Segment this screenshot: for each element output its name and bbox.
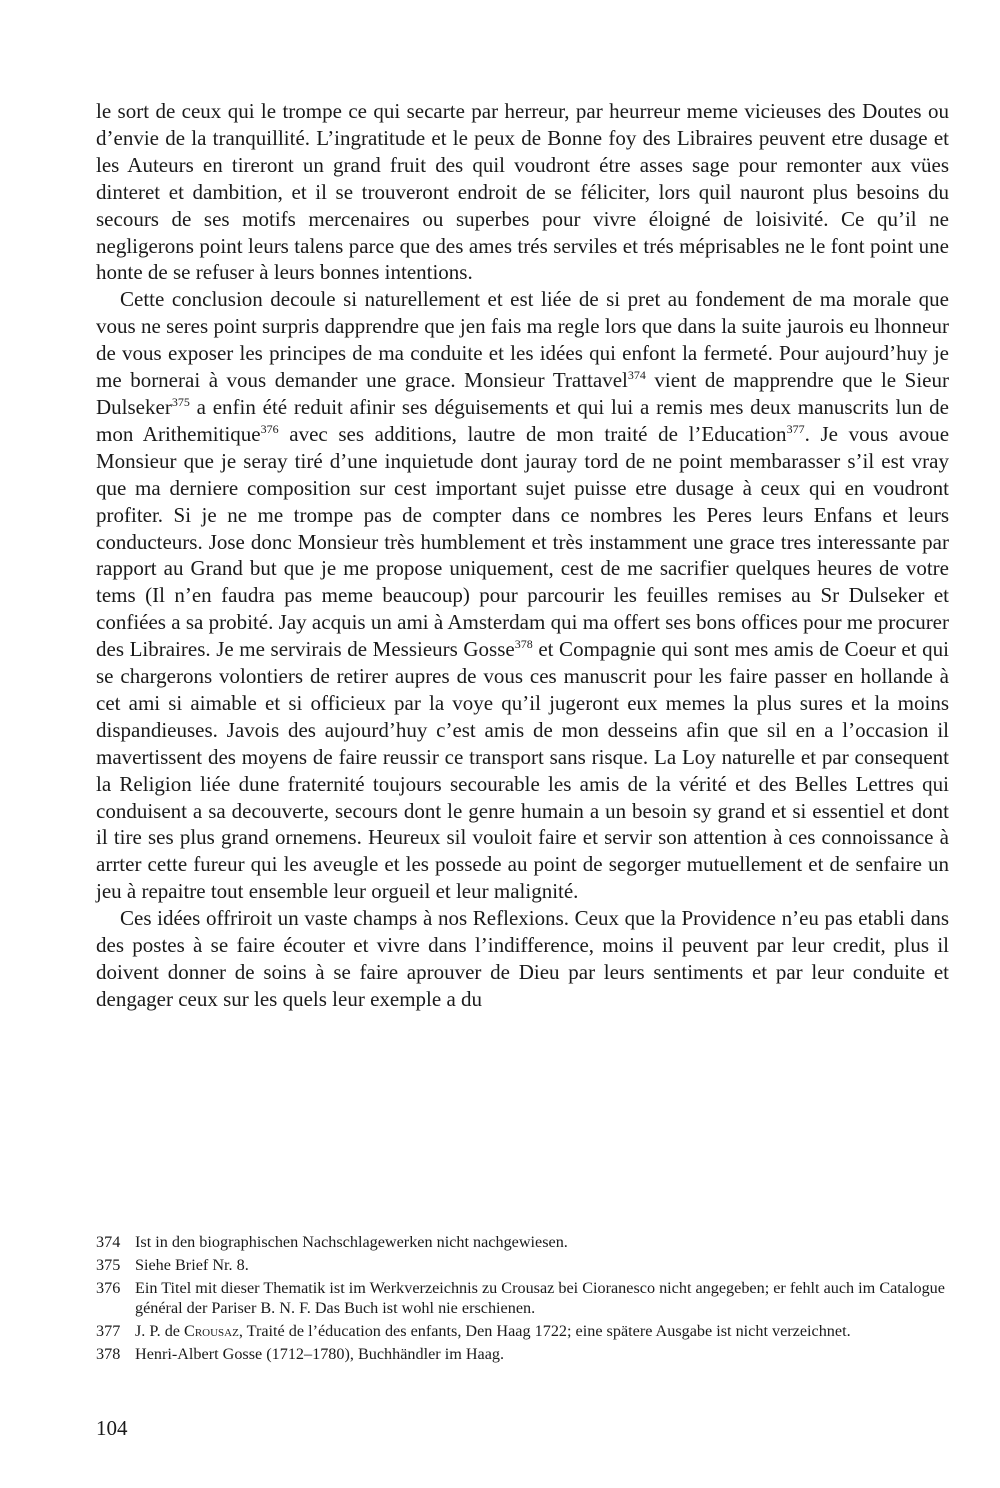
footnote-reference: 374 [627, 368, 646, 383]
text-run: Henri-Albert Gosse (1712–1780), Buchhändler im Haag. [135, 1345, 505, 1363]
text-run: Ist in den biographischen Nachschlagewerken nicht nachgewiesen. [135, 1233, 568, 1251]
footnote-number: 376 [96, 1279, 121, 1297]
footnote [96, 1255, 949, 1275]
text-run: Ein Titel mit dieser Thematik ist im Werkverzeichnis zu Crousaz bei Cioranesco nicht angegeben; er fehlt auch im Catalogue général der Pariser B. N. F. Das Buch ist wohl nie erschienen. [135, 1279, 945, 1317]
text-run: J. P. de [135, 1322, 185, 1340]
footnote-text [135, 1344, 949, 1364]
main-text [96, 98, 949, 1013]
text-run: et Compagnie qui sont mes amis de Coeur et qui se chargerons volontiers de retirer aupres de vous ces manuscrit pour les faire passer en hollande à cet ami si aimable et si officieux par la voye qu’il jugeront eux memes la plus sures et la moins dispandieuses. Javois des aujourd’huy c’est amis de mon desseins afin que sil en a l’occasion il mavertissent des moyens de faire reussir ce transport sans risque. La Loy naturelle et par consequent la Religion liée dune fraternité toujours secourable les amis de la vérité et des Belles Lettres qui conduisent a sa decouverte, secours dont le genre humain a un besoin sy grand et si essentiel et dont il tire ses plus grand ornemens. Heureux sil vouloit faire et servir son attention à ces connoissance à arrter cette fureur qui les aveugle et les possede au point de segorger mutuellement et de senfaire un jeu à repaitre tout ensemble leur orgueil et leur malignité. [96, 637, 950, 904]
footnote-text [135, 1321, 949, 1341]
footnote [96, 1344, 949, 1364]
footnote-text [135, 1278, 949, 1318]
footnotes [96, 1232, 949, 1367]
paragraph [96, 98, 949, 286]
footnote-text [135, 1232, 949, 1252]
footnote [96, 1278, 949, 1318]
footnote-reference: 376 [260, 421, 279, 436]
page-body [96, 98, 949, 1013]
page-number: 104 [96, 1416, 128, 1440]
paragraph [96, 905, 949, 1013]
text-run: vient de mapprendre que le Sieur Dulseker [96, 368, 949, 419]
footnote-reference: 378 [514, 637, 533, 652]
paragraph [96, 286, 949, 905]
text-run: Cette conclusion decoule si naturellement et est liée de si pret au fondement de ma morale que vous ne seres point surpris dapprendre que jen fais ma regle lors que dans la suite jaurois eu lhonneur de vous exposer les principes de ma conduite et les idées qui enfont la fermeté. Pour aujourd’huy je me bornerai à vous demander une grace. Monsieur Trattavel [96, 287, 949, 393]
footnote [96, 1321, 949, 1341]
footnote-number: 375 [96, 1256, 121, 1274]
text-run: Ces idées offriroit un vaste champs à nos Reflexions. Ceux que la Providence n’eu pas etabli dans des postes à se faire écouter et vivre dans l’indifference, moins il peuvent par leur credit, plus il doivent donner de soins à se faire aprouver de Dieu par leurs sentiments et par leur conduite et dengager ceux sur les quels leur exemple a du [96, 906, 949, 1011]
footnote [96, 1232, 949, 1252]
text-run: a enfin été reduit afinir ses déguisements et qui lui a remis mes deux manuscrits lun de mon Arithemitique [96, 394, 949, 446]
footnote-text [135, 1255, 949, 1275]
text-run: le sort de ceux qui le trompe ce qui secarte par herreur, par heurreur meme vicieuses des Doutes ou d’envie de la tranquillité. L’ingratitude et le peux de Bonne foy des Libraires peuvent etre dusage et les Auteurs en tireront un grand fruit des quil voudront étre asses sage pour remonter aux vües dinteret et dambition, et il se trouveront endroit de se féliciter, lors quil nauront plus besoins du secours de ses motifs mercenaires ou superbes pour vivre éloigné de loisivité. Ce qu’il ne negligerons point leurs talens parce que des ames trés serviles et trés méprisables ne le font point une honte de se refuser à leurs bonnes intentions. [96, 99, 949, 285]
text-run: Siehe Brief Nr. 8. [135, 1256, 249, 1274]
footnote-number: 377 [96, 1322, 121, 1340]
footnote-reference: 375 [171, 394, 190, 409]
author-name: Crousaz [184, 1322, 239, 1340]
footnote-number: 374 [96, 1233, 121, 1251]
footnote-number: 378 [96, 1345, 121, 1363]
footnote-reference: 377 [786, 421, 805, 436]
text-run: , Traité de l’éducation des enfants, Den Haag 1722; eine spätere Ausgabe ist nicht verzeichnet. [238, 1322, 851, 1340]
text-run: . Je vous avoue Monsieur que je seray tiré d’une inquietude dont jauray tord de ne point membarasser s’il est vray que ma derniere composition sur cest important sujet puisse etre dusage à ceux qui en voudront profiter. Si je ne me trompe pas de compter dans ce nombres les Peres leurs Enfans et leurs conducteurs. Jose donc Monsieur très humblement et très instamment une grace tres interessante par rapport au Grand but que je me propose uniquement, cest de me sacrifier quelques heures de votre tems (Il n’en faudra pas meme beaucoup) pour parcourir les feuilles remises au Sr Dulseker et confiées a sa probité. Jay acquis un ami à Amsterdam qui ma offert ses bons offices pour me procurer des Libraires. Je me servirais de Messieurs Gosse [96, 421, 950, 662]
text-run: avec ses additions, lautre de mon traité de l’Education [278, 421, 787, 446]
